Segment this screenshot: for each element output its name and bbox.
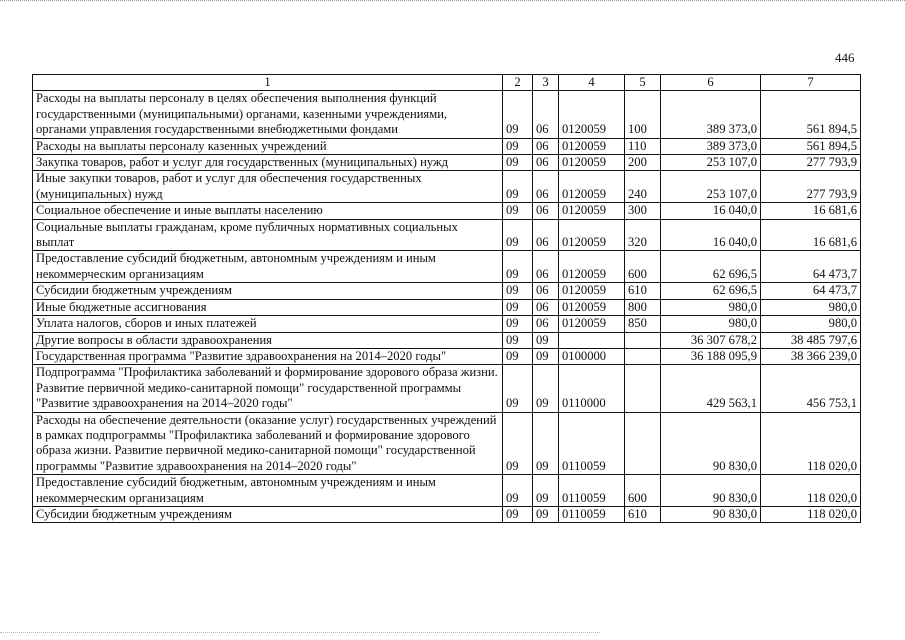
row-amount-1: 90 830,0 bbox=[661, 412, 761, 475]
row-section: 09 bbox=[503, 251, 533, 283]
row-expense-type bbox=[625, 332, 661, 348]
row-expense-type: 850 bbox=[625, 316, 661, 332]
row-amount-1: 90 830,0 bbox=[661, 475, 761, 507]
row-subsection: 06 bbox=[533, 299, 559, 315]
row-amount-2: 980,0 bbox=[761, 299, 861, 315]
row-expense-type: 610 bbox=[625, 506, 661, 522]
table-row bbox=[33, 283, 861, 299]
row-expense-type: 300 bbox=[625, 203, 661, 219]
scan-edge-bottom bbox=[0, 632, 600, 639]
row-target-code: 0120059 bbox=[559, 251, 625, 283]
row-amount-1: 389 373,0 bbox=[661, 138, 761, 154]
row-expense-type: 800 bbox=[625, 299, 661, 315]
table-row bbox=[33, 412, 861, 475]
row-expense-type: 240 bbox=[625, 171, 661, 203]
row-amount-2: 118 020,0 bbox=[761, 412, 861, 475]
row-section: 09 bbox=[503, 316, 533, 332]
row-subsection: 09 bbox=[533, 332, 559, 348]
budget-table bbox=[32, 74, 861, 523]
row-amount-2: 277 793,9 bbox=[761, 155, 861, 171]
header-col-6: 6 bbox=[661, 75, 761, 91]
row-name: Уплата налогов, сборов и иных платежей bbox=[33, 316, 503, 332]
table-row bbox=[33, 475, 861, 507]
row-amount-2: 16 681,6 bbox=[761, 203, 861, 219]
table-row bbox=[33, 506, 861, 522]
row-expense-type bbox=[625, 365, 661, 412]
row-name: Субсидии бюджетным учреждениям bbox=[33, 506, 503, 522]
table-row bbox=[33, 138, 861, 154]
table-row bbox=[33, 365, 861, 412]
row-name: Иные закупки товаров, работ и услуг для обеспечения государственных (муниципальных) нужд bbox=[33, 171, 503, 203]
row-amount-2: 277 793,9 bbox=[761, 171, 861, 203]
row-subsection: 06 bbox=[533, 283, 559, 299]
table-row bbox=[33, 299, 861, 315]
row-target-code: 0110059 bbox=[559, 475, 625, 507]
row-target-code: 0100000 bbox=[559, 348, 625, 364]
table-row bbox=[33, 203, 861, 219]
row-target-code: 0110059 bbox=[559, 412, 625, 475]
row-target-code: 0120059 bbox=[559, 171, 625, 203]
row-expense-type bbox=[625, 412, 661, 475]
row-amount-2: 16 681,6 bbox=[761, 219, 861, 251]
row-section: 09 bbox=[503, 348, 533, 364]
row-name: Социальное обеспечение и иные выплаты населению bbox=[33, 203, 503, 219]
row-amount-1: 253 107,0 bbox=[661, 155, 761, 171]
row-amount-1: 429 563,1 bbox=[661, 365, 761, 412]
row-section: 09 bbox=[503, 171, 533, 203]
row-name: Расходы на выплаты персоналу казенных учреждений bbox=[33, 138, 503, 154]
row-target-code: 0120059 bbox=[559, 283, 625, 299]
row-expense-type: 110 bbox=[625, 138, 661, 154]
row-target-code: 0120059 bbox=[559, 203, 625, 219]
row-section: 09 bbox=[503, 155, 533, 171]
header-col-4: 4 bbox=[559, 75, 625, 91]
row-subsection: 06 bbox=[533, 171, 559, 203]
row-section: 09 bbox=[503, 412, 533, 475]
row-section: 09 bbox=[503, 91, 533, 138]
row-subsection: 09 bbox=[533, 365, 559, 412]
row-section: 09 bbox=[503, 365, 533, 412]
row-name: Субсидии бюджетным учреждениям bbox=[33, 283, 503, 299]
row-target-code: 0120059 bbox=[559, 299, 625, 315]
row-section: 09 bbox=[503, 283, 533, 299]
row-subsection: 06 bbox=[533, 138, 559, 154]
row-subsection: 09 bbox=[533, 412, 559, 475]
row-amount-1: 389 373,0 bbox=[661, 91, 761, 138]
row-amount-1: 36 188 095,9 bbox=[661, 348, 761, 364]
row-amount-2: 64 473,7 bbox=[761, 283, 861, 299]
row-name: Государственная программа "Развитие здравоохранения на 2014–2020 годы" bbox=[33, 348, 503, 364]
row-target-code: 0120059 bbox=[559, 155, 625, 171]
row-name: Предоставление субсидий бюджетным, автономным учреждениям и иным некоммерческим организациям bbox=[33, 475, 503, 507]
header-col-2: 2 bbox=[503, 75, 533, 91]
row-section: 09 bbox=[503, 332, 533, 348]
row-amount-2: 561 894,5 bbox=[761, 138, 861, 154]
row-section: 09 bbox=[503, 138, 533, 154]
row-target-code: 0120059 bbox=[559, 316, 625, 332]
row-amount-1: 980,0 bbox=[661, 299, 761, 315]
row-name: Предоставление субсидий бюджетным, автономным учреждениям и иным некоммерческим организациям bbox=[33, 251, 503, 283]
row-expense-type: 610 bbox=[625, 283, 661, 299]
row-amount-1: 90 830,0 bbox=[661, 506, 761, 522]
row-target-code: 0110059 bbox=[559, 506, 625, 522]
row-name: Закупка товаров, работ и услуг для государственных (муниципальных) нужд bbox=[33, 155, 503, 171]
page-number: 446 bbox=[835, 50, 855, 65]
row-name: Расходы на обеспечение деятельности (оказание услуг) государственных учреждений в рамках подпрограммы "Профилактика заболеваний и формирование здорового образа жизни. Развитие первичной медико-санитарной помощи" государственной программы "Развитие здравоохранения на 2014–2020 годы" bbox=[33, 412, 503, 475]
table-row bbox=[33, 171, 861, 203]
row-target-code: 0120059 bbox=[559, 91, 625, 138]
row-subsection: 06 bbox=[533, 203, 559, 219]
row-amount-2: 118 020,0 bbox=[761, 506, 861, 522]
table-row bbox=[33, 219, 861, 251]
scan-edge-top bbox=[0, 0, 905, 9]
row-target-code: 0120059 bbox=[559, 138, 625, 154]
row-name: Иные бюджетные ассигнования bbox=[33, 299, 503, 315]
row-amount-1: 62 696,5 bbox=[661, 251, 761, 283]
row-expense-type: 200 bbox=[625, 155, 661, 171]
row-amount-2: 561 894,5 bbox=[761, 91, 861, 138]
row-amount-1: 62 696,5 bbox=[661, 283, 761, 299]
row-section: 09 bbox=[503, 299, 533, 315]
row-amount-1: 16 040,0 bbox=[661, 203, 761, 219]
table-row bbox=[33, 91, 861, 138]
table-row bbox=[33, 251, 861, 283]
row-amount-2: 980,0 bbox=[761, 316, 861, 332]
row-target-code: 0120059 bbox=[559, 219, 625, 251]
row-subsection: 06 bbox=[533, 316, 559, 332]
row-amount-1: 36 307 678,2 bbox=[661, 332, 761, 348]
header-col-5: 5 bbox=[625, 75, 661, 91]
row-expense-type: 600 bbox=[625, 475, 661, 507]
row-amount-2: 456 753,1 bbox=[761, 365, 861, 412]
row-target-code bbox=[559, 332, 625, 348]
row-amount-1: 16 040,0 bbox=[661, 219, 761, 251]
row-amount-2: 64 473,7 bbox=[761, 251, 861, 283]
row-amount-1: 980,0 bbox=[661, 316, 761, 332]
row-section: 09 bbox=[503, 506, 533, 522]
row-amount-1: 253 107,0 bbox=[661, 171, 761, 203]
row-expense-type bbox=[625, 348, 661, 364]
row-name: Подпрограмма "Профилактика заболеваний и формирование здорового образа жизни. Развитие первичной медико-санитарной помощи" государственной программы "Развитие здравоохранения на 2014–2020 годы" bbox=[33, 365, 503, 412]
row-subsection: 09 bbox=[533, 475, 559, 507]
row-subsection: 09 bbox=[533, 506, 559, 522]
row-amount-2: 38 366 239,0 bbox=[761, 348, 861, 364]
row-expense-type: 100 bbox=[625, 91, 661, 138]
row-amount-2: 38 485 797,6 bbox=[761, 332, 861, 348]
header-col-7: 7 bbox=[761, 75, 861, 91]
header-col-3: 3 bbox=[533, 75, 559, 91]
row-section: 09 bbox=[503, 219, 533, 251]
row-amount-2: 118 020,0 bbox=[761, 475, 861, 507]
row-section: 09 bbox=[503, 475, 533, 507]
row-subsection: 06 bbox=[533, 251, 559, 283]
row-subsection: 09 bbox=[533, 348, 559, 364]
row-section: 09 bbox=[503, 203, 533, 219]
row-name: Расходы на выплаты персоналу в целях обеспечения выполнения функций государственными (муниципальными) органами, казенными учреждениями, органами управления государственными внебюджетными фондами bbox=[33, 91, 503, 138]
row-subsection: 06 bbox=[533, 219, 559, 251]
row-name: Социальные выплаты гражданам, кроме публичных нормативных социальных выплат bbox=[33, 219, 503, 251]
row-expense-type: 600 bbox=[625, 251, 661, 283]
table-row bbox=[33, 348, 861, 364]
header-col-1: 1 bbox=[33, 75, 503, 91]
table-row bbox=[33, 332, 861, 348]
row-expense-type: 320 bbox=[625, 219, 661, 251]
row-subsection: 06 bbox=[533, 155, 559, 171]
row-subsection: 06 bbox=[533, 91, 559, 138]
row-name: Другие вопросы в области здравоохранения bbox=[33, 332, 503, 348]
table-row bbox=[33, 155, 861, 171]
row-target-code: 0110000 bbox=[559, 365, 625, 412]
table-row bbox=[33, 316, 861, 332]
header-row bbox=[33, 75, 861, 91]
